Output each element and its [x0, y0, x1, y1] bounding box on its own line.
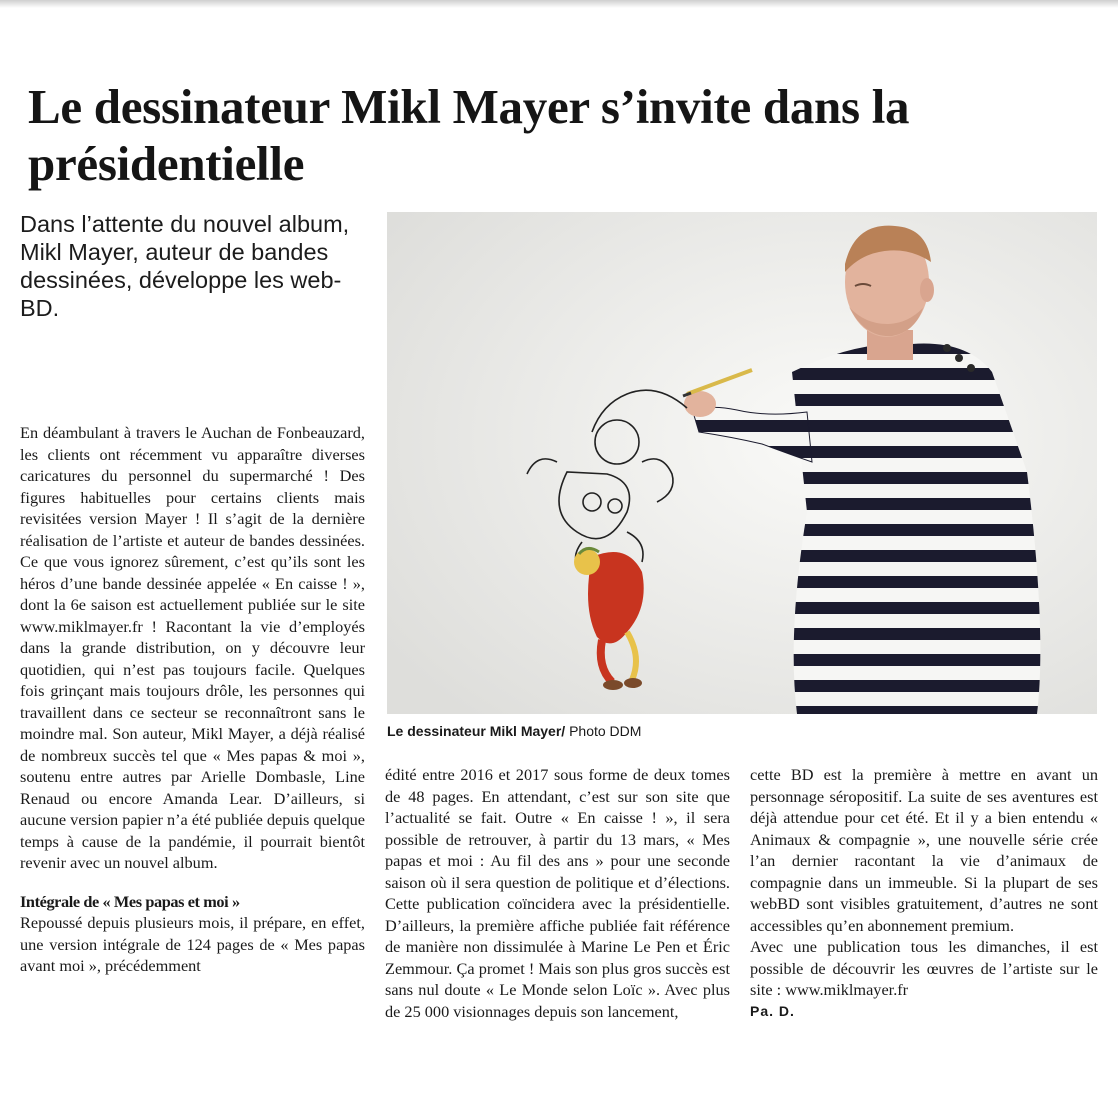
- article-column-1: [20, 422, 365, 977]
- page-top-rule: [0, 0, 1118, 8]
- photo-caption-text: Le dessinateur Mikl Mayer/: [387, 723, 566, 739]
- article-photo: [387, 212, 1097, 714]
- artist-drawing-illustration: [387, 212, 1097, 714]
- photo-caption: [387, 721, 1097, 741]
- article-standfirst: Dans l’attente du nouvel album, Mikl Mayer, auteur de bandes dessinées, développe les web-BD.: [20, 211, 350, 321]
- body-paragraph: cette BD est la première à mettre en avant un personnage séropositif. La suite de ses aventures est déjà attendue pour cet été. Et il y a bien entendu « Animaux & compagnie », une nouvelle série crée l’an dernier racontant la vie d’animaux de compagnie dans un immeuble. Si la plupart de ses webBD sont visibles gratuitement, d’autres ne sont accessibles qu’en abonnement premium.: [750, 765, 1098, 935]
- article-column-2: [385, 764, 730, 1022]
- article-subhead: Intégrale de « Mes papas et moi »: [20, 891, 240, 911]
- body-paragraph: Repoussé depuis plusieurs mois, il prépare, en effet, une version intégrale de 124 pages de « Mes papas avant moi », précédemment: [20, 913, 365, 975]
- article-column-3: [750, 764, 1098, 1022]
- body-paragraph: édité entre 2016 et 2017 sous forme de deux tomes de 48 pages. En attendant, c’est sur son site que l’actualité se fait. Outre « En caisse ! », il sera possible de retrouver, à partir du 13 mars, « Mes papas et moi : Au fil des ans » pour une seconde saison où il sera question de politique et d’élections. Cette publication coïncidera avec la présidentielle. D’ailleurs, la première affiche publiée fait référence de manière non dissimulée à Marine Le Pen et Éric Zemmour. Ça promet ! Mais son plus gros succès est sans nul doute « Le Monde selon Loïc ». Avec plus de 25 000 visionnages depuis son lancement,: [385, 765, 730, 1021]
- photo-credit: Photo DDM: [569, 723, 642, 739]
- author-signature: Pa. D.: [750, 1002, 795, 1019]
- article-headline: Le dessinateur Mikl Mayer s’invite dans la présidentielle: [28, 79, 910, 191]
- body-paragraph: En déambulant à travers le Auchan de Fonbeauzard, les clients ont récemment vu apparaître diverses caricatures du personnel du supermarché ! Des figures habituelles pour certains clients mais revisitées version Mayer ! Il s’agit de la dernière réalisation de l’artiste et auteur de bandes dessinées. Ce que vous ignorez sûrement, c’est qu’ils sont les héros d’une bande dessinée appelée « En caisse ! », dont la 6e saison est actuellement publiée sur le site www.miklmayer.fr ! Racontant la vie d’employés dans la grande distribution, on y découvre leur quotidien, qui n’est pas toujours facile. Quelques fois grinçant mais toujours drôle, les personnes qui travaillent dans ce secteur se reconnaîtront sans le moindre mal. Son auteur, Mikl Mayer, a déjà réalisé de nombreux succès tel que « Mes papas & moi », soutenu entre autres par Arielle Dombasle, Line Renaud ou encore Amanda Lear. D’ailleurs, si aucune version papier n’a été publiée depuis quelque temps à cause de la pandémie, il pourrait bientôt revenir avec un nouvel album.: [20, 423, 365, 872]
- body-paragraph: Avec une publication tous les dimanches, il est possible de découvrir les œuvres de l’artiste sur le site : www.miklmayer.fr: [750, 937, 1098, 999]
